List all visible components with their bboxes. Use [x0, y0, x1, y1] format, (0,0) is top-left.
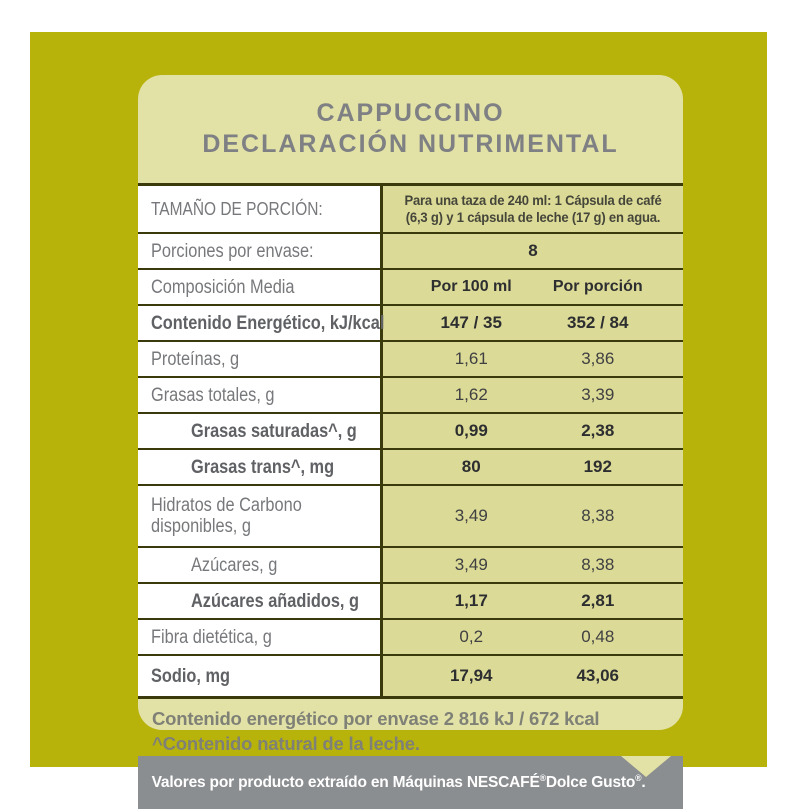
nutrient-label: Fibra dietética, g: [138, 620, 383, 654]
per-portion-value: 8,38: [581, 555, 615, 574]
per-100ml-value: 1,62: [454, 385, 488, 404]
composition-header-row: [138, 268, 683, 304]
servings-per-pack-row: [138, 232, 683, 268]
per-portion-value: 2,38: [581, 421, 615, 440]
per-portion-value: 3,86: [581, 349, 615, 368]
serving-size-row: [138, 186, 683, 232]
nutrient-label: Azúcares añadidos, g: [138, 584, 383, 618]
per-100ml-value: 17,94: [449, 666, 493, 685]
energy-per-pack-note: Contenido energético por envase 2 816 kJ / 672 kcal: [152, 708, 600, 729]
nutrition-card: [138, 75, 683, 791]
nutrient-row-trans-fat: [138, 448, 683, 484]
declaration-title: DECLARACIÓN NUTRIMENTAL: [202, 130, 619, 158]
nutrient-label: Grasas saturadas^, g: [138, 414, 383, 448]
card-header: [138, 75, 683, 183]
per-portion-value: 3,39: [581, 385, 615, 404]
per-portion-value: 2,81: [581, 591, 615, 610]
serving-size-label: TAMAÑO DE PORCIÓN:: [138, 186, 383, 232]
footnotes: [138, 699, 683, 756]
nutrient-row-carbohydrates: [138, 484, 683, 546]
per-100ml-value: 0,99: [454, 421, 488, 440]
composition-label: Composición Media: [138, 270, 383, 304]
per-portion-header: Por porción: [552, 278, 643, 295]
nutrient-label: Grasas totales, g: [138, 378, 383, 412]
nutrient-row-energy: [138, 304, 683, 340]
per-portion-value: 0,48: [581, 627, 615, 646]
serving-size-value: Para una taza de 240 ml: 1 Cápsula de café (6,3 g) y 1 cápsula de leche (17 g) en agua.: [383, 186, 683, 232]
nutrient-label: Sodio, mg: [138, 656, 383, 696]
per-100ml-value: 147 / 35: [440, 313, 502, 332]
nutrient-row-added-sugars: [138, 582, 683, 618]
nutrient-label: Hidratos de Carbono disponibles, g: [138, 486, 383, 546]
per-portion-value: 352 / 84: [567, 313, 629, 332]
machine-banner-text: Valores por producto extraído en Máquinas NESCAFÉ ® Dolce Gusto ® .: [151, 772, 646, 791]
servings-per-pack-value: 8: [383, 234, 683, 268]
nutrient-row-sodium: [138, 654, 683, 696]
nutrient-label: Azúcares, g: [138, 548, 383, 582]
nutrient-row-fiber: [138, 618, 683, 654]
milk-content-note: ^Contenido natural de la leche.: [152, 733, 420, 754]
per-portion-value: 43,06: [576, 666, 620, 685]
label-background: [30, 32, 767, 791]
per-100ml-value: 3,49: [454, 506, 488, 525]
nutrient-row-protein: [138, 340, 683, 376]
per-100ml-value: 0,2: [459, 627, 484, 646]
nutrient-row-total-fat: [138, 376, 683, 412]
per-100ml-value: 1,61: [454, 349, 488, 368]
per-100ml-value: 3,49: [454, 555, 488, 574]
registered-mark: ®: [635, 772, 642, 783]
nutrient-label: Grasas trans^, mg: [138, 450, 383, 484]
nutrient-label: Contenido Energético, kJ/kcal: [138, 306, 383, 340]
per-portion-value: 8,38: [581, 506, 615, 525]
nutrition-table: [138, 183, 683, 699]
nutrient-label: Proteínas, g: [138, 342, 383, 376]
servings-per-pack-label: Porciones por envase:: [138, 234, 383, 268]
registered-mark: ®: [539, 772, 546, 783]
per-portion-value: 192: [583, 457, 612, 476]
per-100ml-value: 1,17: [454, 591, 488, 610]
nutrient-row-saturated-fat: [138, 412, 683, 448]
machine-banner: [138, 756, 683, 809]
per-100ml-header: Por 100 ml: [430, 278, 512, 295]
per-100ml-value: 80: [461, 457, 481, 476]
nutrient-row-sugars: [138, 546, 683, 582]
product-name: CAPPUCCINO: [316, 99, 505, 127]
